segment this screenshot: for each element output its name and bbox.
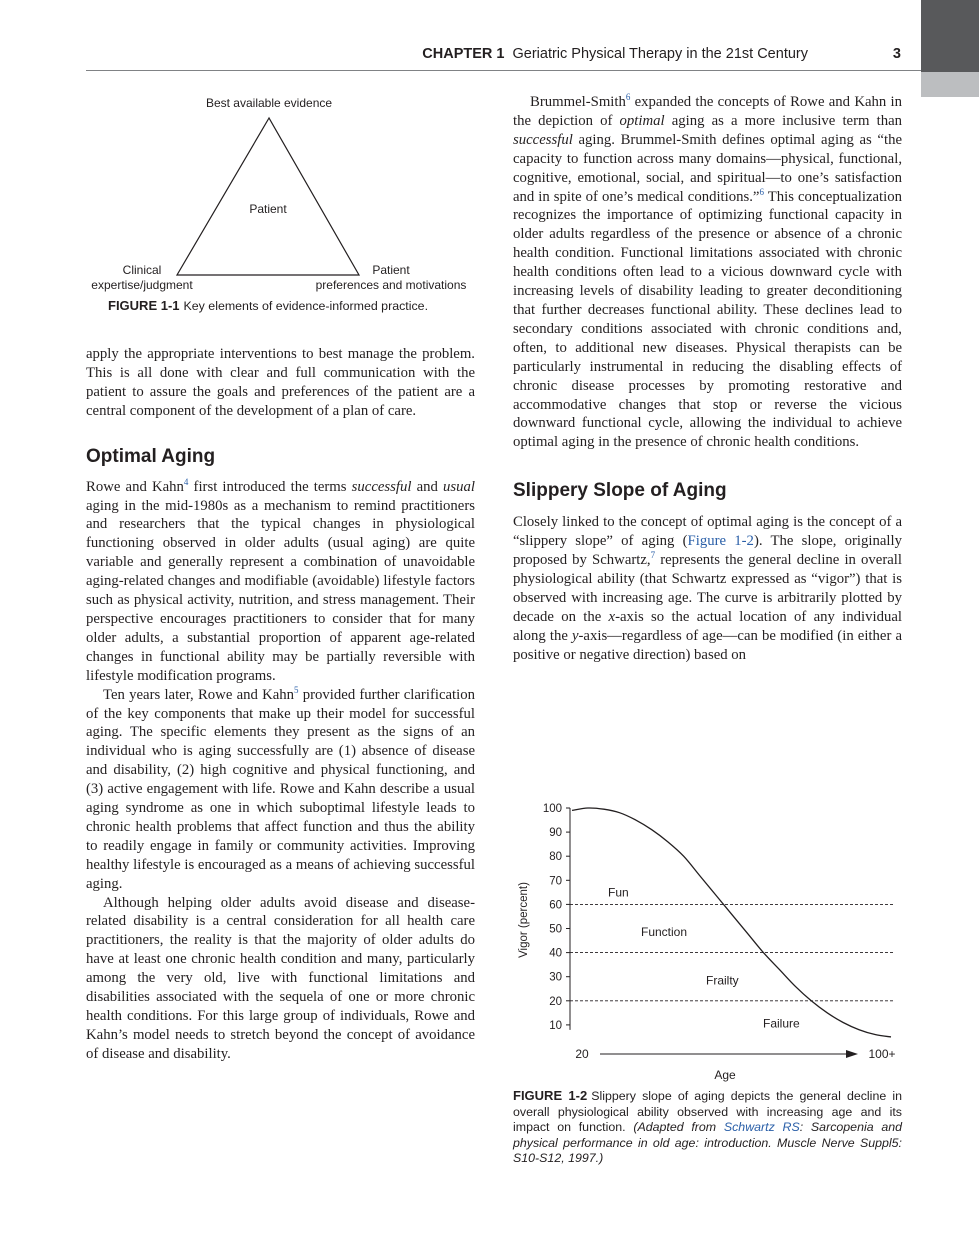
evidence-triangle-diagram xyxy=(86,92,476,292)
y-tick-label: 80 xyxy=(549,851,562,864)
running-head xyxy=(86,46,903,66)
evidence-triangle xyxy=(177,118,359,275)
figure-1-2-link[interactable]: Figure 1-2 xyxy=(687,533,754,550)
label-patient-center: Patient xyxy=(249,202,287,216)
y-axis-label: Vigor (percent) xyxy=(518,882,530,958)
ref-6[interactable]: 6 xyxy=(625,92,631,102)
figure-1-2-caption: FIGURE 1-2 Slippery slope of aging depicts the general decline in overall physiological ability observed with increasing age and its impact on function. (Adapted from Schwartz RS: Sarcopenia and physical performance in old age: introduction. Muscle Nerve Suppl5: S10-S12, 1997.) xyxy=(513,1088,903,1165)
zone-label-frailty: Frailty xyxy=(706,973,739,988)
label-patient-pref-line2: preferences and motivations xyxy=(315,278,467,292)
right-column xyxy=(513,93,902,664)
y-tick-label: 20 xyxy=(549,995,562,1008)
page-tab-dark xyxy=(921,0,979,72)
label-best-evidence: Best available evidence xyxy=(205,96,333,110)
figure-1-1 xyxy=(86,92,476,322)
paragraph-rowe-kahn-2: Ten years later, Rowe and Kahn$^5$ provided further clarification of the key components that make up their model for successful aging. The specific elements they present as the signs of an individual who is aging successfully are (1) absence of disease and disability, (2) high cognitive and physical functioning, and (3) active engagement with life. Rowe and Kahn describe a usual aging syndrome as one in which suboptimal lifestyle leads to chronic health problems that affect function and thus the ability to readily engage in family or community activities. Improving healthy lifestyle is encouraged as a means of achieving successful aging. xyxy=(86,684,475,892)
ref-7[interactable]: 7 xyxy=(650,550,656,561)
y-tick-label: 100 xyxy=(542,803,562,815)
page-number: 3 xyxy=(892,46,901,62)
ref-5[interactable]: 5 xyxy=(294,684,299,695)
figure-1-1-caption xyxy=(108,298,488,315)
y-tick-label: 30 xyxy=(549,971,562,984)
ref-4[interactable]: 4 xyxy=(183,476,189,487)
chapter-label: CHAPTER 1 xyxy=(422,46,505,62)
schwartz-link[interactable]: Schwartz RS xyxy=(723,1120,800,1134)
label-patient-pref-line1: Patient xyxy=(372,263,410,277)
page-tab-light xyxy=(921,72,979,97)
y-tick-label: 70 xyxy=(549,875,562,888)
chapter-heading xyxy=(422,46,808,62)
figure-1-1-label: FIGURE 1-1 xyxy=(108,298,180,313)
zone-label-failure: Failure xyxy=(763,1016,800,1031)
y-tick-label: 10 xyxy=(549,1019,562,1032)
x-axis-end-label: 100+ xyxy=(868,1047,896,1061)
x-axis-label: Age xyxy=(714,1068,736,1082)
label-clinical-line2: expertise/judgment xyxy=(91,278,193,292)
figure-1-2-label: FIGURE 1-2 xyxy=(513,1088,588,1103)
label-clinical-line1: Clinical xyxy=(122,263,162,277)
paragraph-chronic-conditions: Although helping older adults avoid disease and disease-related disability is a central consideration for all health care practitioners, the reality is that the majority of older adults do have at least one chronic health condition and many, particularly among the very old, live with functional limitations and disabilities associated with the sequela of one or more chronic health conditions. For this large group of individuals, Rowe and Kahn’s model needs to stretch beyond the concept of avoidance of disease and disability. xyxy=(86,894,475,1062)
zone-label-fun: Fun xyxy=(608,885,629,900)
paragraph-slippery-slope: Closely linked to the concept of optimal aging is the concept of a “slippery slope” of aging (Figure 1-2). The slope, originally proposed by Schwartz,$^7$ represents the general decline in overall physiological ability (that Schwartz expressed as “vigor”) that is observed with increasing age. The curve is arbitrarily plotted by decade on the x-axis so the actual location of any individual along the y-axis—regardless of age—can be modified (in either a positive or negative direction) based on xyxy=(513,514,902,663)
x-axis-arrow-head xyxy=(846,1050,858,1058)
figure-1-1-caption-text: Key elements of evidence-informed practice. xyxy=(183,299,429,313)
header-rule xyxy=(86,70,921,71)
ref-6b[interactable]: 6 xyxy=(759,186,764,197)
vigor-curve xyxy=(572,808,891,1037)
heading-optimal-aging: Optimal Aging xyxy=(86,445,216,467)
heading-slippery-slope: Slippery Slope of Aging xyxy=(513,480,727,502)
paragraph-rowe-kahn-1: Rowe and Kahn$^4$ first introduced the terms successful and usual aging in the mid-1980s as a mechanism to remind practitioners and researchers that the typical changes in physiological functioning observed in older adults (usual aging) are quite variable and generally represent a combination of unavoidable aging-related changes and modifiable (avoidable) lifestyle factors such as physical activity, nutrition, and stress management. Their perspective encourages practitioners to consider that for many older adults, a substantial proportion of apparent age-related changes in functional ability may be partially reversible with lifestyle modification programs. xyxy=(86,476,475,684)
zone-labels xyxy=(608,885,800,1030)
y-tick-label: 60 xyxy=(549,899,562,912)
y-tick-label: 40 xyxy=(549,947,562,960)
y-tick-label: 90 xyxy=(549,827,562,840)
slippery-slope-chart xyxy=(500,790,920,1085)
y-axis xyxy=(543,803,570,1032)
paragraph-brummel-smith: Brummel-Smith$^6$ expanded the concepts of Rowe and Kahn in the depiction of optimal aging as a more inclusive term than successful aging. Brummel-Smith defines optimal aging as “the capacity to function across many domains—physical, functional, cognitive, emotional, social, and spiritual—to one’s satisfaction and in spite of one’s medical conditions.”$^6$ This conceptualization recognizes the importance of optimizing functional capacity in older adults regardless of the presence or absence of a chronic health condition. Functional limitations associated with chronic health conditions often lead to a vicious downward cycle with increasing levels of disability leading to greater deconditioning that further decreases functional ability. These declines lead to secondary conditions associated with chronic conditions and, often, to additional new diseases. Physical therapists can be particularly instrumental in reducing the disabling effects of chronic disease processes by promoting restorative and accommodative changes that stop or reverse the vicious downward functional cycle, allowing the individual to achieve optimal aging in the presence of chronic health conditions. xyxy=(513,92,902,451)
paragraph-continued: apply the appropriate interventions to best manage the problem. This is all done with clear and full communication with the patient to assure the goals and preferences of the patient are a central component of the development of a plan of care. xyxy=(86,346,475,419)
zone-label-function: Function xyxy=(641,925,688,940)
y-tick-label: 50 xyxy=(549,923,562,936)
chapter-title: Geriatric Physical Therapy in the 21st Century xyxy=(512,46,808,62)
x-axis-start-label: 20 xyxy=(575,1047,589,1061)
left-column xyxy=(86,345,475,1064)
